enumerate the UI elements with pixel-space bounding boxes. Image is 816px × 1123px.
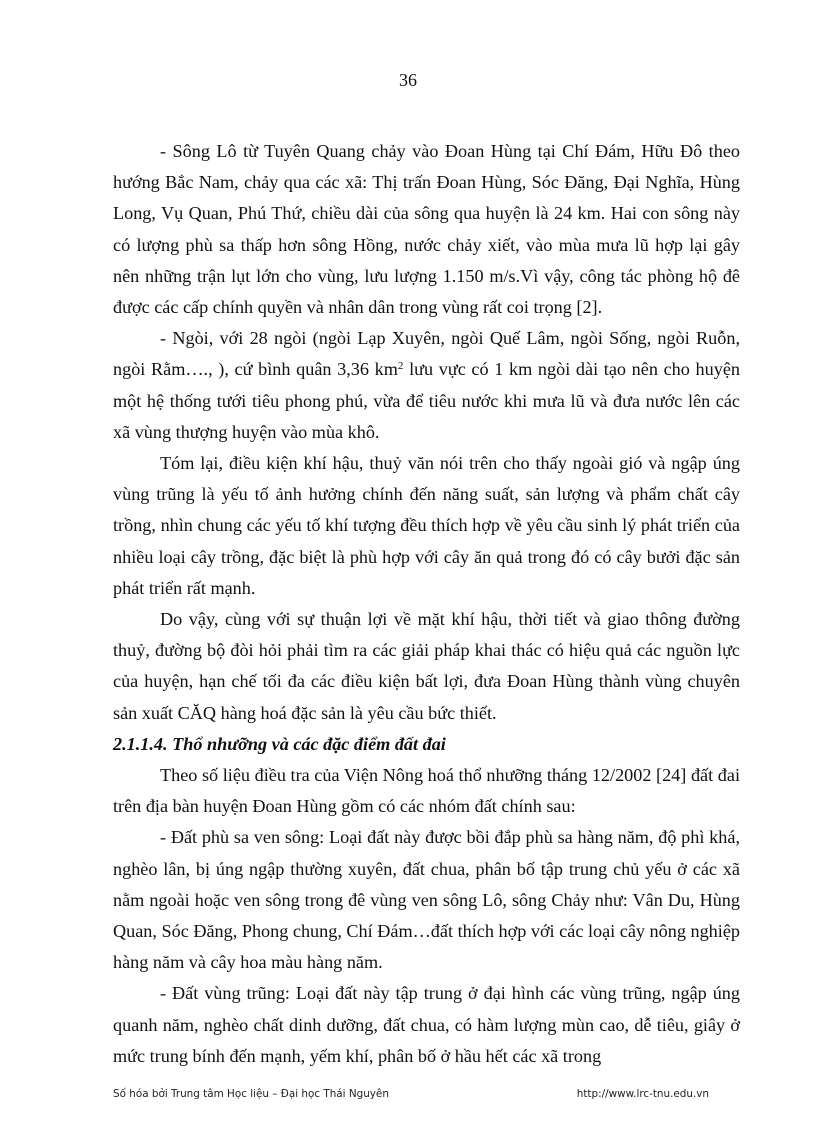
paragraph-do-vay: Do vậy, cùng với sự thuận lợi về mặt khí hậu, thời tiết và giao thông đường thuỷ, đường bộ đòi hỏi phải tìm ra các giải pháp khai thác có hiệu quả các nguồn lực của huyện, hạn chế tối đa các điều kiện bất lợi, đưa Đoan Hùng thành vùng chuyên sản xuất CĂQ hàng hoá đặc sản là yêu cầu bức thiết. (113, 609, 740, 723)
paragraph-theo-so-lieu: Theo số liệu điều tra của Viện Nông hoá thổ nhưỡng tháng 12/2002 [24] đất đai trên địa bàn huyện Đoan Hùng gồm có các nhóm đất chính sau: (113, 765, 740, 817)
paragraph-dat-phu-sa: - Đất phù sa ven sông: Loại đất này được bồi đắp phù sa hàng năm, độ phì khá, nghèo lân, bị úng ngập thường xuyên, đất chua, phân bố tập trung chủ yếu ở các xã nằm ngoài hoặc ven sông trong đê vùng ven sông Lô, sông Chảy như: Vân Du, Hùng Quan, Sóc Đăng, Phong chung, Chí Đám…đất thích hợp với các loại cây nông nghiệp hàng năm và cây hoa màu hàng năm. (113, 827, 740, 973)
page-number: 36 (399, 70, 417, 90)
paragraph-ngoi-text-1: - Ngòi, với 28 ngòi (ngòi Lạp Xuyên, ngòi Quế Lâm, ngòi Sống, ngòi Ruỗn, ngòi Rằm…., ), cứ bình quân 3,36 km (113, 328, 740, 380)
superscript-2: 2 (397, 360, 404, 373)
footer-url: http://www.lrc-tnu.edu.vn (576, 1088, 709, 1100)
paragraph-dat-vung-trung: - Đất vùng trũng: Loại đất này tập trung ở đại hình các vùng trũng, ngập úng quanh năm, nghèo chất dinh dưỡng, đất chua, có hàm lượng mùn cao, dễ tiêu, giây ở mức trung bính đến mạnh, yếm khí, phân bố ở hầu hết các xã trong (113, 983, 740, 1066)
paragraph-ngoi-text-2: lưu vực có 1 km ngòi dài tạo nên cho huyện một hệ thống tưới tiêu phong phú, vừa để tiêu nước khi mưa lũ và đưa nước lên các xã vùng thượng huyện vào mùa khô. (113, 359, 740, 442)
section-heading: 2.1.1.4. Thổ nhưỡng và các đặc điểm đất đai (113, 733, 446, 754)
page-footer (113, 1088, 709, 1106)
page-body (113, 136, 740, 1072)
footer-source: Số hóa bởi Trung tâm Học liệu – Đại học Thái Nguyên (113, 1088, 389, 1100)
paragraph-song-lo: - Sông Lô từ Tuyên Quang chảy vào Đoan Hùng tại Chí Đám, Hữu Đô theo hướng Bắc Nam, chảy qua các xã: Thị trấn Đoan Hùng, Sóc Đăng, Đại Nghĩa, Hùng Long, Vụ Quan, Phú Thứ, chiều dài của sông qua huyện là 24 km. Hai con sông này có lượng phù sa thấp hơn sông Hồng, nước chảy xiết, vào mùa mưa lũ hợp lại gây nên những trận lụt lớn cho vùng, lưu lượng 1.150 m/s.Vì vậy, công tác phòng hộ đê được các cấp chính quyền và nhân dân trong vùng rất coi trọng [2]. (113, 141, 740, 318)
paragraph-ngoi (113, 323, 740, 448)
paragraph-tom-lai: Tóm lại, điều kiện khí hậu, thuỷ văn nói trên cho thấy ngoài gió và ngập úng vùng trũng là yếu tố ảnh hưởng chính đến năng suất, sản lượng và phẩm chất cây trồng, nhìn chung các yếu tố khí tượng đều thích hợp về yêu cầu sinh lý phát triển của nhiều loại cây trồng, đặc biệt là phù hợp với cây ăn quả trong đó có cây bưởi đặc sản phát triển rất mạnh. (113, 453, 740, 598)
